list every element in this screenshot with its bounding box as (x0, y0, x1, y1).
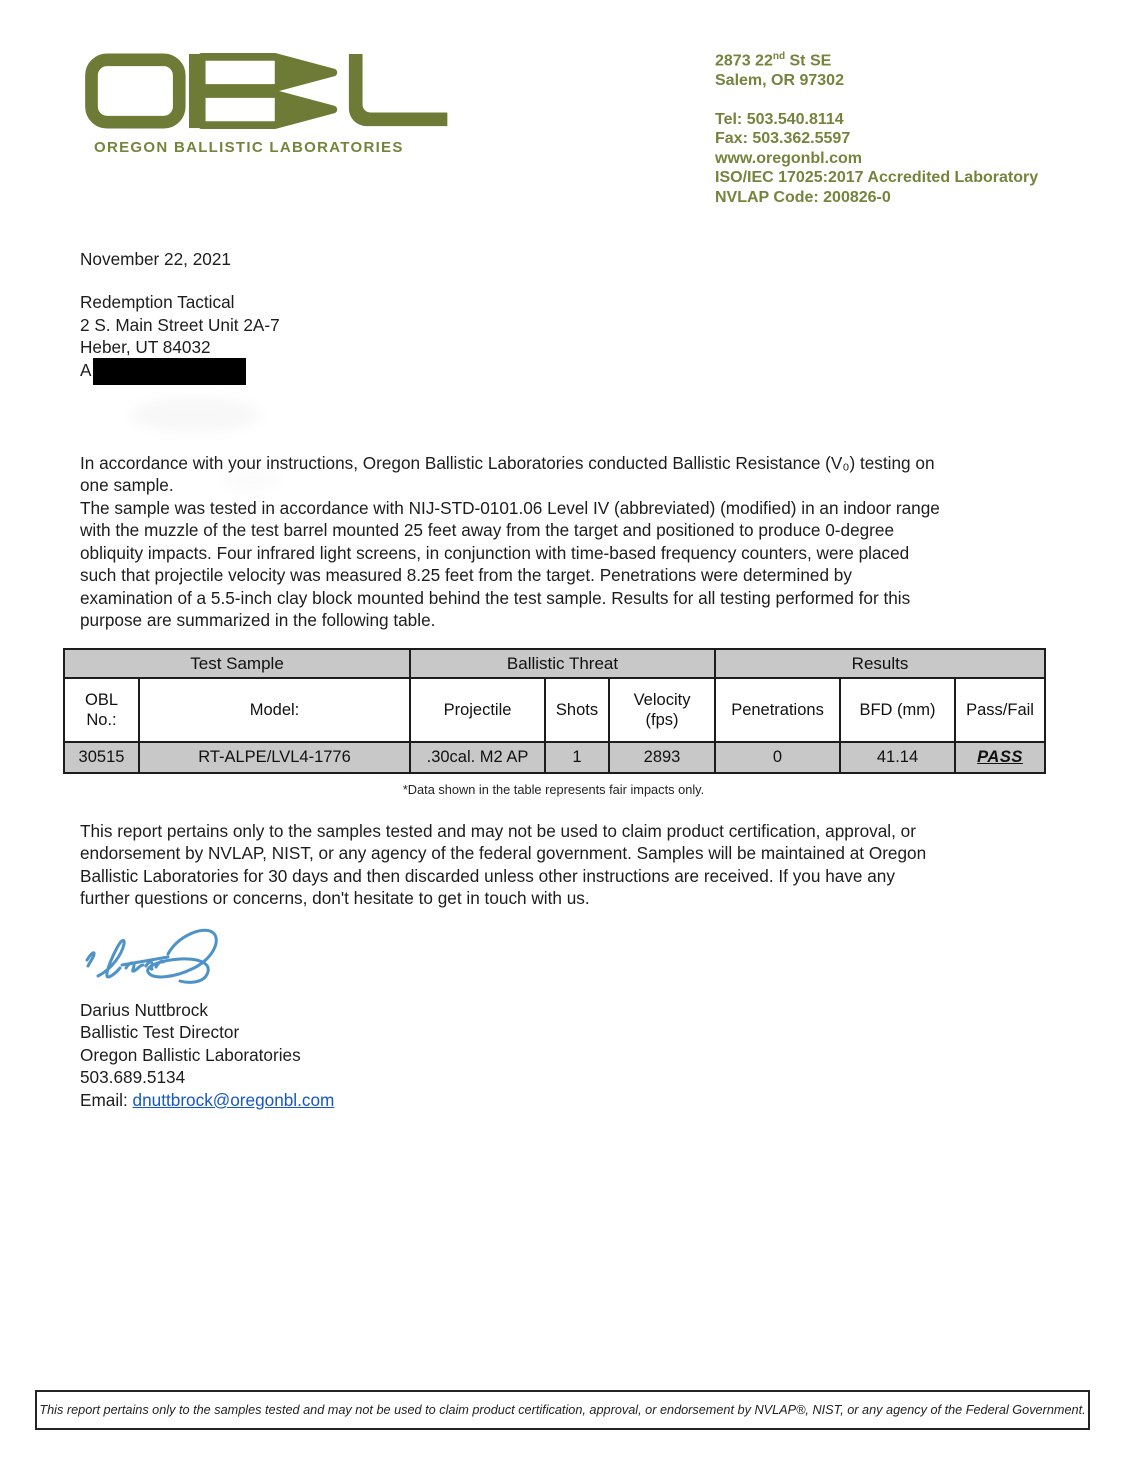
pass-badge: PASS (977, 748, 1023, 766)
col-header-model: Model: (139, 678, 410, 742)
paragraph2-line: The sample was tested in accordance with NIJ-STD-0101.06 Level IV (abbreviated) (modified) in an indoor range (80, 497, 940, 518)
lab-website: www.oregonbl.com (715, 149, 862, 167)
paragraph2-line: such that projectile velocity was measured 8.25 feet from the target. Penetrations were determined by (80, 565, 852, 586)
signatory-email-line (80, 1089, 334, 1111)
recipient-redacted-line: A (80, 359, 280, 385)
col-header-projectile: Projectile (410, 678, 545, 742)
footer-disclaimer-text: This report pertains only to the samples tested and may not be used to claim product certification, approval, or endorsement by NVLAP®, NIST, or any agency of the Federal Government. (39, 1403, 1086, 1417)
lab-nvlap-code: NVLAP Code: 200826-0 (715, 188, 891, 206)
table-footnote: *Data shown in the table represents fair impacts only. (402, 782, 705, 797)
cell-obl-no: 30515 (64, 742, 139, 773)
col-header-penetrations: Penetrations (715, 678, 840, 742)
ordinal-superscript: nd (772, 51, 786, 62)
lab-tel: Tel: 503.540.8114 (715, 110, 844, 128)
lab-address-line1: 2873 22nd St SE (715, 51, 832, 70)
lab-address-line2: Salem, OR 97302 (715, 71, 844, 89)
paragraph1-line: one sample. (80, 475, 174, 496)
scan-artifact (130, 398, 260, 432)
cell-projectile: .30cal. M2 AP (410, 742, 545, 773)
lab-fax: Fax: 503.362.5597 (715, 130, 851, 148)
col-header-pass-fail: Pass/Fail (955, 678, 1045, 742)
contact-block (715, 47, 1038, 207)
cell-velocity: 2893 (609, 742, 715, 773)
recipient-name: Redemption Tactical (80, 292, 235, 312)
paragraph1-line: In accordance with your instructions, Oregon Ballistic Laboratories conducted Ballistic Resistance (V₀) testing on (80, 453, 935, 473)
paragraph3-line: Ballistic Laboratories for 30 days and then discarded unless other instructions are received. If you have any (80, 865, 895, 886)
cell-model: RT-ALPE/LVL4-1776 (139, 742, 410, 773)
signatory-name: Darius Nuttbrock (80, 1000, 208, 1020)
paragraph2-line: purpose are summarized in the following table. (80, 610, 436, 631)
email-label: Email: (80, 1089, 133, 1110)
cell-penetrations: 0 (715, 742, 840, 773)
signatory-company: Oregon Ballistic Laboratories (80, 1044, 301, 1065)
recipient-block (80, 291, 280, 385)
group-header-results: Results (715, 649, 1045, 678)
cell-bfd: 41.14 (840, 742, 955, 773)
paragraph3-line: endorsement by NVLAP, NIST, or any agency of the federal government. Samples will be maintained at Oregon (80, 843, 927, 864)
signatory-block (80, 999, 334, 1111)
signature-image (82, 924, 232, 998)
recipient-address2: Heber, UT 84032 (80, 337, 211, 357)
lab-accreditation: ISO/IEC 17025:2017 Accredited Laboratory (715, 169, 1039, 187)
closing-paragraph (80, 820, 1080, 910)
letter-date: November 22, 2021 (80, 249, 231, 269)
redaction-bar (93, 358, 246, 385)
recipient-address1: 2 S. Main Street Unit 2A-7 (80, 314, 280, 335)
cell-pass-fail (955, 742, 1045, 773)
paragraph3-line: further questions or concerns, don't hesitate to get in touch with us. (80, 888, 590, 909)
paragraph3-line: This report pertains only to the samples tested and may not be used to claim product certification, approval, or (80, 821, 916, 841)
cell-shots: 1 (545, 742, 609, 773)
footer-disclaimer-box (35, 1390, 1090, 1430)
group-header-ballistic-threat: Ballistic Threat (410, 649, 715, 678)
col-header-bfd: BFD (mm) (840, 678, 955, 742)
paragraph2-line: with the muzzle of the test barrel mounted 25 feet away from the target and positioned to produce 0-degree (80, 520, 895, 541)
signatory-phone: 503.689.5134 (80, 1067, 186, 1088)
obl-logo-icon (80, 52, 453, 130)
paragraph2-line: examination of a 5.5-inch clay block mounted behind the test sample. Results for all testing performed for this (80, 587, 911, 608)
signatory-title: Ballistic Test Director (80, 1022, 240, 1043)
body-paragraphs (80, 452, 1080, 632)
brand-text: OREGON BALLISTIC LABORATORIES (94, 139, 404, 156)
results-table (63, 648, 1046, 774)
email-link[interactable]: dnuttbrock@oregonbl.com (132, 1089, 335, 1110)
col-header-shots: Shots (545, 678, 609, 742)
group-header-test-sample: Test Sample (64, 649, 410, 678)
col-header-obl-no: OBL No.: (64, 678, 139, 742)
paragraph2-line: obliquity impacts. Four infrared light screens, in conjunction with time-based frequency counters, were placed (80, 542, 910, 563)
letterhead (80, 52, 453, 156)
table-row (64, 742, 1045, 773)
col-header-velocity: Velocity (fps) (609, 678, 715, 742)
